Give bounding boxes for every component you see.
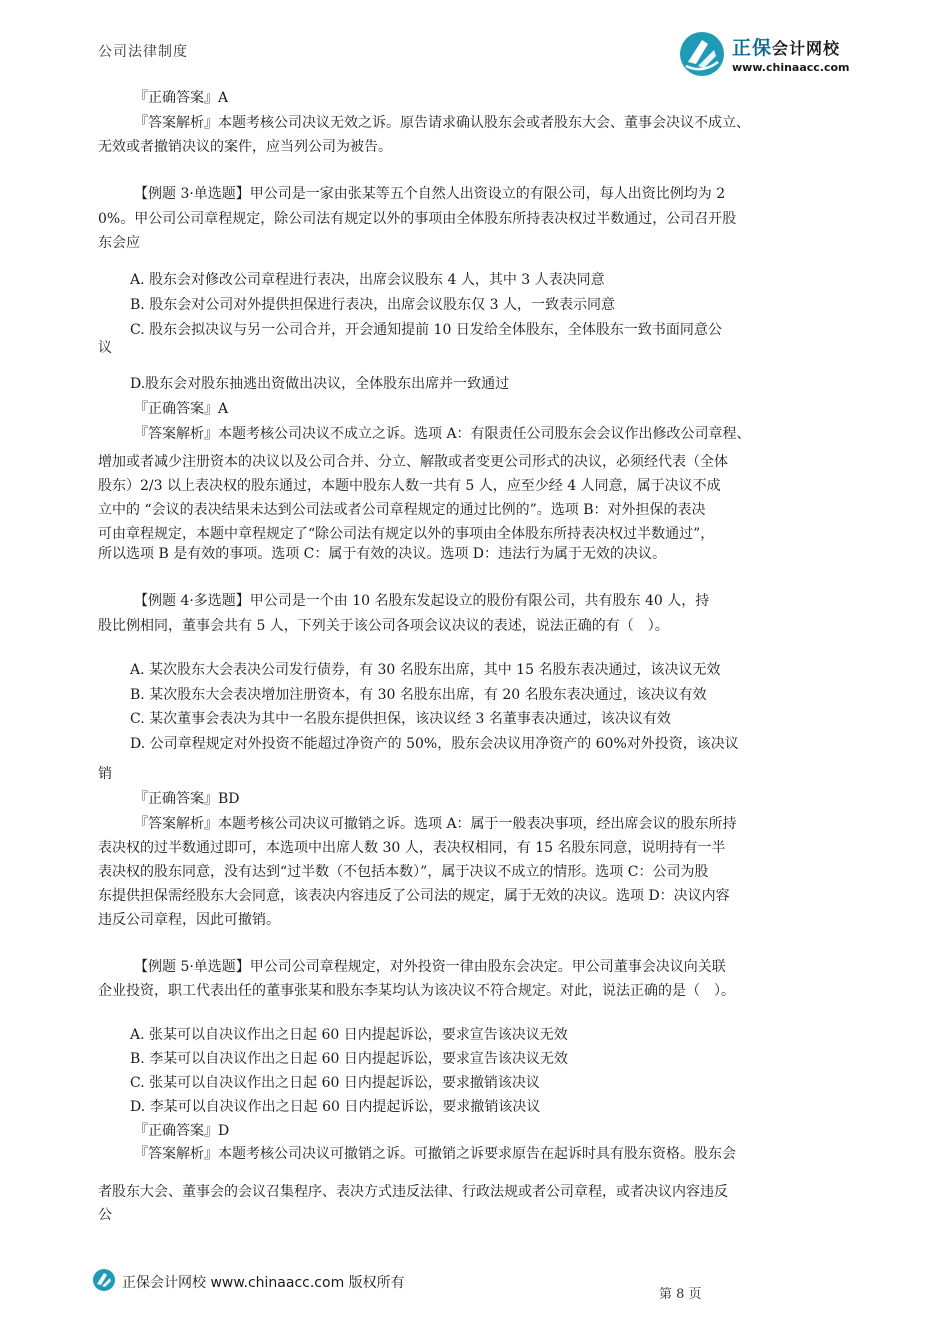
q4-option-c: C. 某次董事会表决为其中一名股东提供担保，该决议经 3 名董事表决通过，该决议有效 bbox=[130, 711, 671, 727]
q3-analysis-line: 所以选项 B 是有效的事项。选项 C：属于有效的决议。选项 D：违法行为属于无效的决议。 bbox=[98, 546, 667, 562]
q2-answer: 『正确答案』A bbox=[134, 90, 229, 106]
q3-option-c: C. 股东会拟决议与另一公司合并，开会通知提前 10 日发给全体股东，全体股东一致书面同意公 bbox=[130, 322, 722, 338]
q3-analysis-first-clipped bbox=[98, 422, 858, 442]
q3-stem-line: 【例题 3·单选题】甲公司是一家由张某等五个自然人出资设立的有限公司，每人出资比例均为 2 bbox=[134, 186, 726, 202]
q3-stem-line: 东会应 bbox=[98, 235, 140, 251]
q3-option-d: D.股东会对股东抽逃出资做出决议，全体股东出席并一致通过 bbox=[130, 376, 510, 392]
q5-stem-line: 企业投资，职工代表出任的董事张某和股东李某均认为该决议不符合规定。对此，说法正确的是（ ）。 bbox=[98, 983, 735, 999]
q5-analysis-tail: 公 bbox=[98, 1207, 112, 1223]
q4-option-a: A. 某次股东大会表决公司发行债券，有 30 名股东出席，其中 15 名股东表决通过，该决议无效 bbox=[130, 662, 721, 678]
q4-stem-line: 股比例相同，董事会共有 5 人，下列关于该公司各项会议决议的表述，说法正确的有（ ）。 bbox=[98, 618, 669, 634]
q3-option-c-tail: 议 bbox=[98, 340, 112, 356]
q3-answer: 『正确答案』A bbox=[134, 401, 229, 417]
q5-stem-line: 【例题 5·单选题】甲公司公司章程规定，对外投资一律由股东会决定。甲公司董事会决议向关联 bbox=[134, 959, 726, 975]
q3-analysis-line: 立中的 “会议的表决结果未达到公司法或者公司章程规定的通过比例的”。选项 B：对外担保的表决 bbox=[98, 502, 706, 518]
q5-option-b: B. 李某可以自决议作出之日起 60 日内提起诉讼，要求宣告该决议无效 bbox=[130, 1051, 568, 1067]
chinaacc-footer-logo-icon bbox=[92, 1268, 116, 1292]
chinaacc-logo-icon bbox=[678, 30, 726, 78]
q4-option-b: B. 某次股东大会表决增加注册资本，有 30 名股东出席，有 20 名股东表决通过，该决议有效 bbox=[130, 687, 707, 703]
q4-stem-line: 【例题 4·多选题】甲公司是一个由 10 名股东发起设立的股份有限公司，共有股东 40 人，持 bbox=[134, 593, 710, 609]
q5-option-c: C. 张某可以自决议作出之日起 60 日内提起诉讼，要求撤销该决议 bbox=[130, 1075, 540, 1091]
q4-analysis-line: 违反公司章程，因此可撤销。 bbox=[98, 912, 280, 928]
logo-url: www.chinaacc.com bbox=[732, 61, 850, 74]
q3-analysis-line: 增加或者减少注册资本的决议以及公司合并、分立、解散或者变更公司形式的决议，必须经代表（全体 bbox=[98, 454, 728, 470]
footer-brand: 正保会计网校 www.chinaacc.com 版权所有 bbox=[122, 1275, 405, 1291]
running-header bbox=[98, 44, 248, 60]
q3-analysis-line: 『答案解析』本题考核公司决议不成立之诉。选项 A：有限责任公司股东会会议作出修改公司章程、 bbox=[134, 426, 751, 442]
q4-analysis-line: 东提供担保需经股东大会同意，该表决内容违反了公司法的规定，属于无效的决议。选项 D：决议内容 bbox=[98, 888, 730, 904]
q3-option-b: B. 股东会对公司对外提供担保进行表决，出席会议股东仅 3 人，一致表示同意 bbox=[130, 297, 615, 313]
q4-option-d: D. 公司章程规定对外投资不能超过净资产的 50%，股东会决议用净资产的 60%对外投资，该决议 bbox=[130, 736, 739, 752]
q5-option-a: A. 张某可以自决议作出之日起 60 日内提起诉讼，要求宣告该决议无效 bbox=[130, 1027, 568, 1043]
q3-stem-line: 0%。甲公司公司章程规定，除公司法有规定以外的事项由全体股东所持表决权过半数通过，公司召开股 bbox=[98, 211, 737, 227]
site-logo[interactable] bbox=[678, 28, 898, 78]
q5-answer: 『正确答案』D bbox=[134, 1123, 230, 1139]
logo-text bbox=[732, 33, 840, 60]
q3-option-a: A. 股东会对修改公司章程进行表决，出席会议股东 4 人，其中 3 人表决同意 bbox=[130, 272, 605, 288]
q3-option-c-clipped bbox=[98, 318, 858, 338]
running-title: 公司法律制度 bbox=[98, 44, 188, 60]
q2-analysis-line: 『答案解析』本题考核公司决议无效之诉。原告请求确认股东会或者股东大会、董事会决议不成立、 bbox=[134, 115, 750, 131]
q5-analysis-tail-clipped bbox=[98, 1203, 858, 1223]
q4-option-d-clipped bbox=[98, 732, 858, 752]
logo-subname: 会计网校 bbox=[772, 39, 841, 58]
q5-analysis-line: 『答案解析』本题考核公司决议可撤销之诉。可撤销之诉要求原告在起诉时具有股东资格。股东会 bbox=[134, 1146, 736, 1162]
q5-analysis-line: 者股东大会、董事会的会议召集程序、表决方式违反法律、行政法规或者公司章程，或者决议内容违反 bbox=[98, 1184, 728, 1200]
q2-analysis-line: 无效或者撤销决议的案件，应当列公司为被告。 bbox=[98, 139, 392, 155]
q3-analysis-line: 股东）2/3 以上表决权的股东通过，本题中股东人数一共有 5 人，应至少经 4 人同意，属于决议不成 bbox=[98, 478, 721, 494]
q4-analysis-line: 表决权的股东同意，没有达到“过半数（不包括本数）”，属于决议不成立的情形。选项 C：公司为股 bbox=[98, 864, 709, 880]
q4-option-d-tail: 销 bbox=[98, 766, 112, 782]
q4-analysis-line: 表决权的过半数通过即可，本选项中出席人数 30 人，表决权相同，有 15 名股东同意，说明持有一半 bbox=[98, 840, 726, 856]
page-number: 第 8 页 bbox=[659, 1287, 702, 1302]
q4-analysis-line: 『答案解析』本题考核公司决议可撤销之诉。选项 A：属于一般表决事项，经出席会议的股东所持 bbox=[134, 816, 737, 832]
footer-page-number-clipped bbox=[659, 1287, 719, 1302]
q3-option-c-tail-clipped bbox=[98, 340, 858, 358]
q4-answer: 『正确答案』BD bbox=[134, 791, 240, 807]
q3-analysis-line: 可由章程规定，本题中章程规定了“除公司法有规定以外的事项由全体股东所持表决权过半数通过”， bbox=[98, 526, 715, 542]
q5-option-d: D. 李某可以自决议作出之日起 60 日内提起诉讼，要求撤销该决议 bbox=[130, 1099, 541, 1115]
logo-name: 正保 bbox=[732, 37, 773, 59]
